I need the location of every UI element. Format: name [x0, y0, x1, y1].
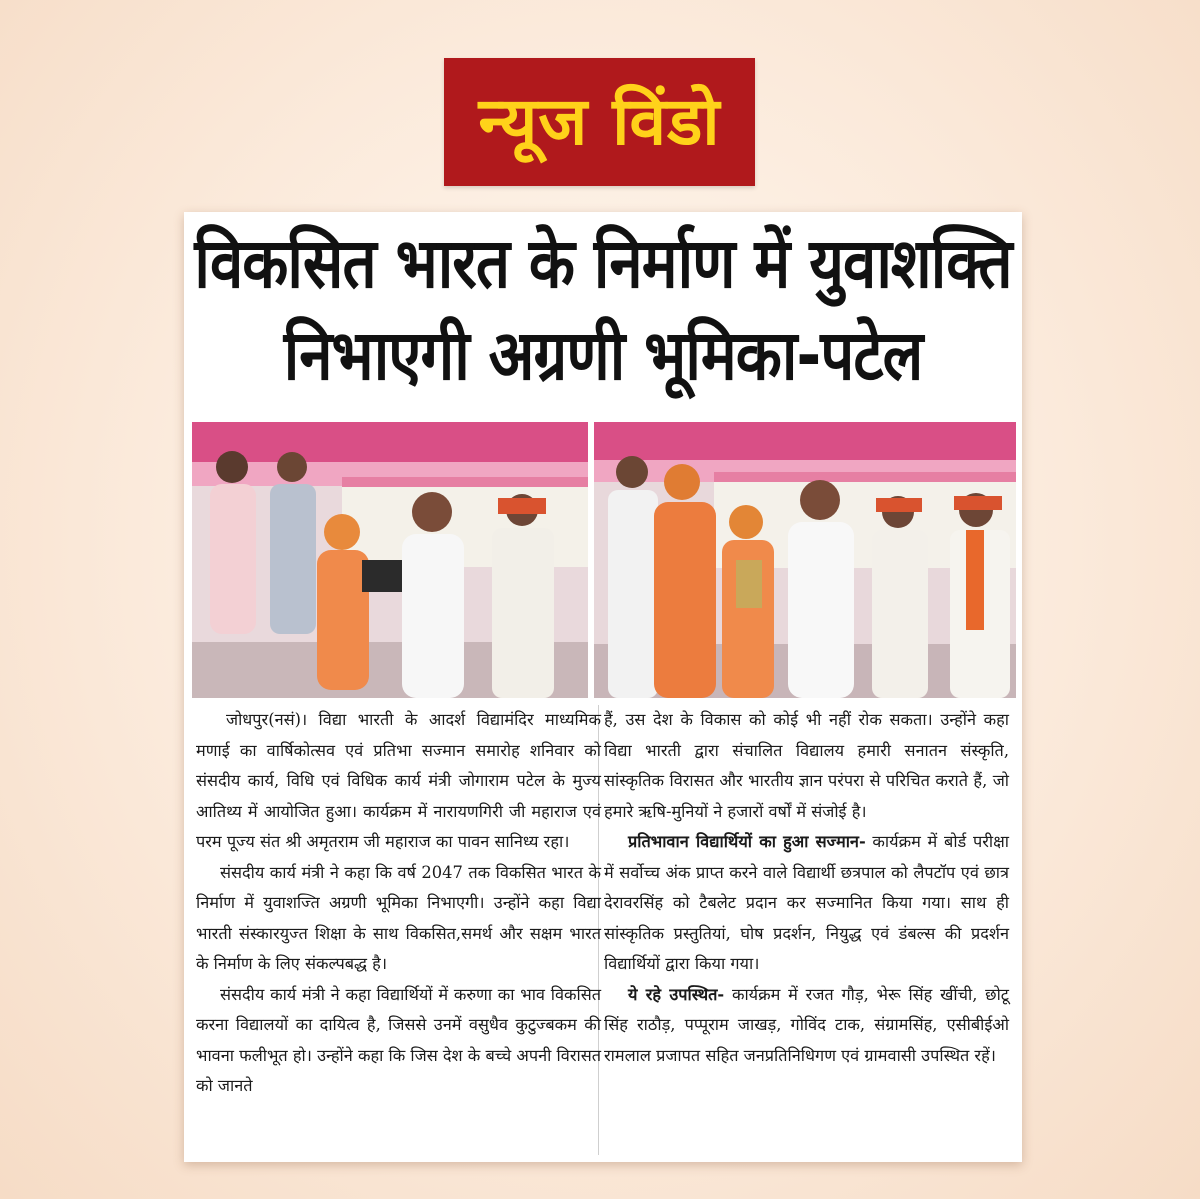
subhead-attendees: ये रहे उपस्थित-: [628, 984, 725, 1004]
photo-tablet-presentation: [594, 422, 1016, 698]
news-window-badge: [444, 58, 755, 186]
event-photo-left: [192, 422, 588, 698]
article-column-left: [196, 705, 601, 1102]
article-column-right: [604, 705, 1009, 1071]
paragraph-continued: हैं, उस देश के विकास को कोई भी नहीं रोक सकता। उन्होंने कहा विद्या भारती द्वारा संचालित विद्यालय हमारी सनातन संस्कृति, सांस्कृतिक विरासत और भारतीय ज्ञान परंपरा से परिचित कराते हैं, जो हमारे ऋषि-मुनियों ने हजारों वर्षों में संजोई है।: [604, 710, 1009, 821]
paragraph-2: संसदीय कार्य मंत्री ने कहा कि वर्ष 2047 तक विकसित भारत के निर्माण में युवाशज्ति अग्रणी भूमिका निभाएगी। उन्होंने कहा विद्या भारती संस्कारयुज्त शिक्षा के साथ विकसित,समर्थ और सक्षम भारत के निर्माण के लिए संकल्पबद्ध है।: [196, 862, 601, 973]
attendees-text: कार्यक्रम में रजत गौड़, भेरू सिंह खींची, छोटू सिंह राठौड़, पप्पूराम जाखड़, गोविंद टाक, संग्रामसिंह, एसीबीईओ रामलाल प्रजापत सहित जनप्रतिनिधिगण एवं ग्रामवासी उपस्थित रहें।: [604, 984, 1009, 1065]
subhead-awards: प्रतिभावान विद्यार्थियों का हुआ सज्मान-: [628, 832, 866, 851]
awards-text: कार्यक्रम में बोर्ड परीक्षा में सर्वोच्च अंक प्राप्त करने वाले विद्यार्थी छत्रपाल को लैपटॉप एवं छात्र देरावरसिंह को टैबलेट प्रदान कर सज्मानित किया गया। साथ ही सांस्कृतिक प्रस्तुतियां, घोष प्रदर्शन, नियुद्ध एवं डंबल्स की प्रदर्शन विद्यार्थियों द्वारा किया गया।: [604, 832, 1009, 973]
headline-line-2: निभाएगी अग्रणी भूमिका-पटेल: [283, 315, 923, 397]
paragraph-1: जोधपुर(नसं)। विद्या भारती के आदर्श विद्यामंदिर माध्यमिक मणाई का वार्षिकोत्सव एवं प्रतिभा सज्मान समारोह शनिवार को संसदीय कार्य, विधि एवं विधिक कार्य मंत्री जोगाराम पटेल के मुज्य आतिथ्य में आयोजित हुआ। कार्यक्रम में नारायणगिरी जी महाराज एवं परम पूज्य संत श्री अमृतराम जी महाराज का पावन सानिध्य रहा।: [196, 710, 601, 851]
article-headline: [184, 218, 1022, 402]
badge-title: न्यूज विंडो: [478, 83, 721, 160]
newspaper-clipping: [184, 212, 1022, 1162]
paragraph-3: संसदीय कार्य मंत्री ने कहा विद्यार्थियों में करुणा का भाव विकसित करना विद्यालयों का दायित्व है, जिससे उनमें वसुधैव कुटुज्बकम की भावना फलीभूत हो। उन्होंने कहा कि जिस देश के बच्चे अपनी विरासत को जानते: [196, 984, 601, 1095]
paragraph-awards: [604, 827, 1009, 980]
paragraph-attendees: [604, 980, 1009, 1072]
event-photo-right: [594, 422, 1016, 698]
headline-line-1: विकसित भारत के निर्माण में युवाशक्ति: [194, 223, 1012, 305]
photo-laptop-presentation: [192, 422, 588, 698]
